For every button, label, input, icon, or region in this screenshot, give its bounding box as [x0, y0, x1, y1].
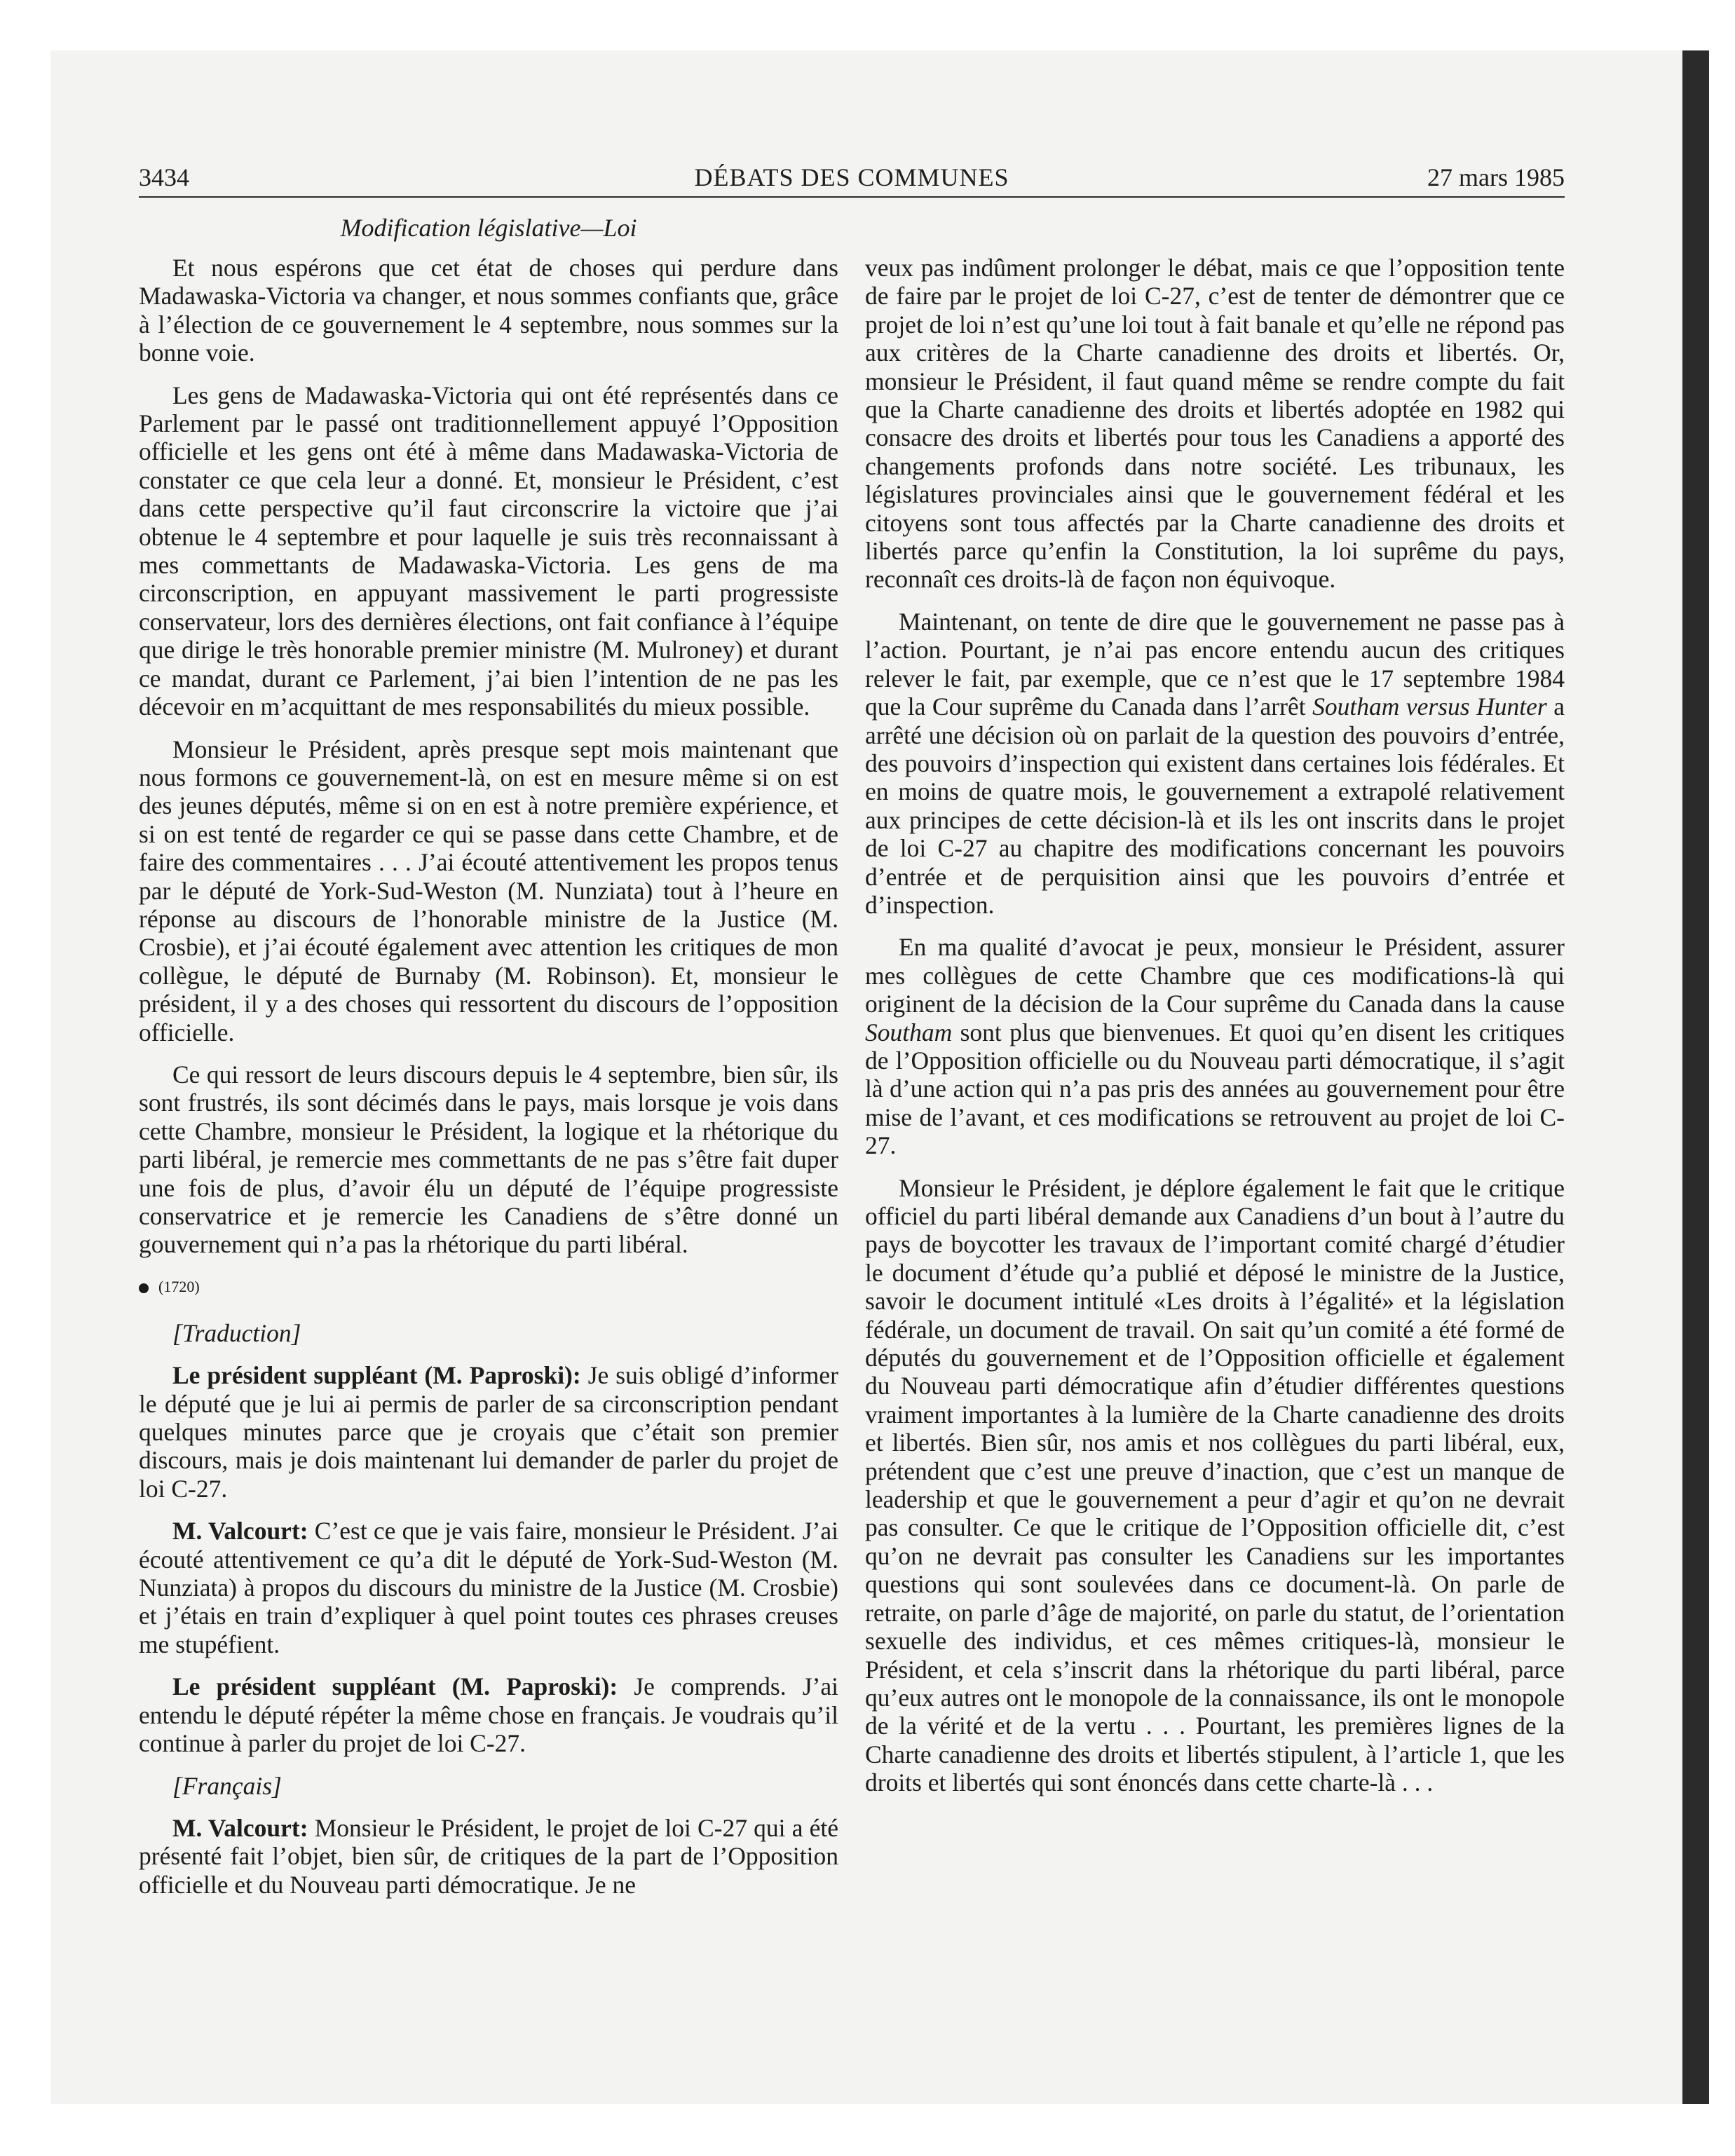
speech — [139, 1672, 838, 1757]
speaker-name: Le président suppléant (M. Paproski): — [172, 1672, 618, 1701]
page-header — [139, 160, 1565, 195]
speech-text: Je comprends. J’ai entendu le député répéter la même chose en français. Je voudrais qu’il continue à parler du projet de loi C-27. — [139, 1672, 838, 1758]
paragraph: Les gens de Madawaska-Victoria qui ont été représentés dans ce Parlement par le passé ont traditionnellement appuyé l’Opposition officielle et les gens ont été à même dans Madawaska-Victoria de constater ce que cela leur a donné. Et, monsieur le Président, c’est dans cette perspective qu’il faut circonscrire la victoire que j’ai obtenue le 4 septembre et pour laquelle je suis très reconnaissant à mes commettants de Madawaska-Victoria. Les gens de ma circonscription, en appuyant massivement le parti progressiste conservateur, lors des dernières élections, ont fait confiance à l’équipe que dirige le très honorable premier ministre (M. Mulroney) et durant ce mandat, durant ce Parlement, j’ai bien l’intention de ne pas les décevoir en m’acquittant de mes responsabilités du mieux possible. — [139, 381, 838, 721]
language-note-label: Traduction — [182, 1318, 292, 1347]
speech — [139, 1517, 838, 1658]
page-date: 27 mars 1985 — [1427, 163, 1565, 191]
speech — [139, 1361, 838, 1503]
header-rule — [139, 196, 1565, 198]
speech — [139, 1814, 838, 1899]
speaker-name: Le président suppléant (M. Paproski): — [172, 1361, 581, 1390]
scan-edge-shadow — [1682, 50, 1709, 2104]
paragraph: En ma qualité d’avocat je peux, monsieur le Président, assurer mes collègues de cette Chambre que ces modifications-là qui originent de la décision de la Cour suprême du Canada dans la cause Southam sont plus que bienvenues. Et quoi qu’en disent les critiques de l’Opposition officielle ou du Nouveau parti démocratique, il s’agit là d’une action qui n’a pas pris des années au gouvernement pour être mise de l’avant, et ces modifications se retrouvent au projet de loi C-27. — [865, 933, 1565, 1160]
speaker-name: M. Valcourt: — [172, 1813, 308, 1842]
case-name: Southam versus Hunter — [1312, 692, 1547, 721]
time-marker — [139, 1273, 838, 1301]
right-column — [865, 254, 1565, 1811]
speaker-name: M. Valcourt: — [172, 1517, 308, 1546]
paragraph-continued: veux pas indûment prolonger le débat, mais ce que l’opposition tente de faire par le projet de loi C-27, c’est de tenter de démontrer que ce projet de loi n’est qu’une loi tout à fait banale et qu’elle ne répond pas aux critères de la Charte canadienne des droits et libertés. Or, monsieur le Président, il faut quand même se rendre compte du fait que la Charte canadienne des droits et libertés adoptée en 1982 qui consacre des droits et libertés pour tous les Canadiens a apporté des changements profonds dans notre société. Les tribunaux, les législatures provinciales ainsi que le gouvernement fédéral et les citoyens sont tous affectés par la Charte canadienne des droits et libertés parce qu’enfin la Constitution, la loi suprême du pays, reconnaît ces droits-là de façon non équivoque. — [865, 254, 1565, 594]
paragraph: Maintenant, on tente de dire que le gouvernement ne passe pas à l’action. Pourtant, je n’ai pas encore entendu aucun des critiques relever le fait, par exemple, que ce n’est que le 17 septembre 1984 que la Cour suprême du Canada dans l’arrêt Southam versus Hunter a arrêté une décision où on parlait de la question des pouvoirs d’entrée, des pouvoirs d’inspection qui existent dans certaines lois fédérales. Et en moins de quatre mois, le gouvernement a extrapolé relativement aux principes de cette décision-là et ils les ont inscrits dans le projet de loi C-27 au chapitre des modifications concernant les pouvoirs d’entrée et de perquisition ainsi que les pouvoirs d’entrée et d’inspection. — [865, 607, 1565, 919]
language-note-label: Français — [182, 1771, 273, 1800]
page-number: 3434 — [139, 163, 189, 191]
paragraph: Monsieur le Président, je déplore également le fait que le critique officiel du parti libéral demande aux Canadiens d’un bout à l’autre du pays de boycotter les travaux de l’important comité chargé d’étudier le document d’étude qu’a publié et déposé le ministre de la Justice, savoir le document intitulé «Les droits à l’égalité» et la législation fédérale, un document de travail. On sait qu’un comité a été formé de députés du gouvernement et de l’Opposition officielle et également du Nouveau parti démocratique afin d’étudier différentes questions vraiment importantes à la lumière de la Charte canadienne des droits et libertés. Bien sûr, nos amis et nos collègues du parti libéral, eux, prétendent que c’est une preuve d’inaction, que c’est un manque de leadership et que le gouvernement a peur d’agir et qu’on ne devrait pas consulter. Ce que le critique de l’Opposition officielle dit, c’est qu’on ne devrait pas consulter les Canadiens sur les importantes questions qui sont soulevées dans ce document-là. On parle de retraite, on parle d’âge de majorité, on parle du statut, de l’orientation sexuelle des individus, et ces mêmes critiques-là, monsieur le Président, et cela s’inscrit dans la rhétorique du parti libéral, parce qu’eux autres ont le monopole de la connaissance, ils ont le monopole de la vérité et de la vertu . . . Pourtant, les premières lignes de la Charte canadienne des droits et libertés stipulent, à l’article 1, que les droits et libertés qui sont énoncés dans cette charte-là . . . — [865, 1173, 1565, 1797]
paragraph: Ce qui ressort de leurs discours depuis le 4 septembre, bien sûr, ils sont frustrés, ils sont décimés dans le pays, mais lorsque je vois dans cette Chambre, monsieur le Président, la logique et la rhétorique du parti libéral, je remercie mes commettants de ne pas s’être fait duper une fois de plus, d’avoir élu un député de l’équipe progressiste conservatrice et je remercie les Canadiens de s’être donné un gouvernement qui n’a pas la rhétorique du parti libéral. — [139, 1060, 838, 1259]
language-note: [Traduction] — [172, 1318, 301, 1347]
speech-text: Monsieur le Président, le projet de loi C-27 qui a été présenté fait l’objet, bien sûr, de critiques de la part de l’Opposition officielle et du Nouveau parti démocratique. Je ne — [139, 1813, 838, 1899]
speech-text: C’est ce que je vais faire, monsieur le Président. J’ai écouté attentivement ce qu’a dit le député de York-Sud-Weston (M. Nunziata) à propos du discours du ministre de la Justice (M. Crosbie) et j’étais en train d’expliquer à quel point toutes ces phrases creuses me stupéfient. — [139, 1517, 838, 1658]
speech-text: Je suis obligé d’informer le député que je lui ai permis de parler de sa circonscription pendant quelques minutes parce que je croyais que c’était son premier discours, mais je dois maintenant lui demander de parler du projet de loi C-27. — [139, 1361, 838, 1503]
publication-title: DÉBATS DES COMMUNES — [694, 163, 1009, 191]
subject-heading: Modification législative—Loi — [340, 214, 637, 242]
language-note: [Français] — [172, 1771, 282, 1800]
bullet-icon — [139, 1283, 149, 1293]
case-name: Southam — [865, 1018, 953, 1046]
time-marker-label: (1720) — [158, 1277, 200, 1295]
paragraph: Et nous espérons que cet état de choses qui perdure dans Madawaska-Victoria va changer, et nous sommes confiants que, grâce à l’élection de ce gouvernement le 4 septembre, nous sommes sur la bonne voie. — [139, 254, 838, 367]
left-column — [139, 254, 838, 1913]
paragraph: Monsieur le Président, après presque sept mois maintenant que nous formons ce gouvernement-là, on est en mesure même si on est des jeunes députés, même si on en est à notre première expérience, et si on est tenté de regarder ce qui se passe dans cette Chambre, et de faire des commentaires . . . J’ai écouté attentivement les propos tenus par le député de York-Sud-Weston (M. Nunziata) tout à l’heure en réponse au discours de l’honorable ministre de la Justice (M. Crosbie), et j’ai écouté également avec attention les critiques de mon collègue, le député de Burnaby (M. Robinson). Et, monsieur le président, il y a des choses qui ressortent du discours de l’opposition officielle. — [139, 735, 838, 1046]
